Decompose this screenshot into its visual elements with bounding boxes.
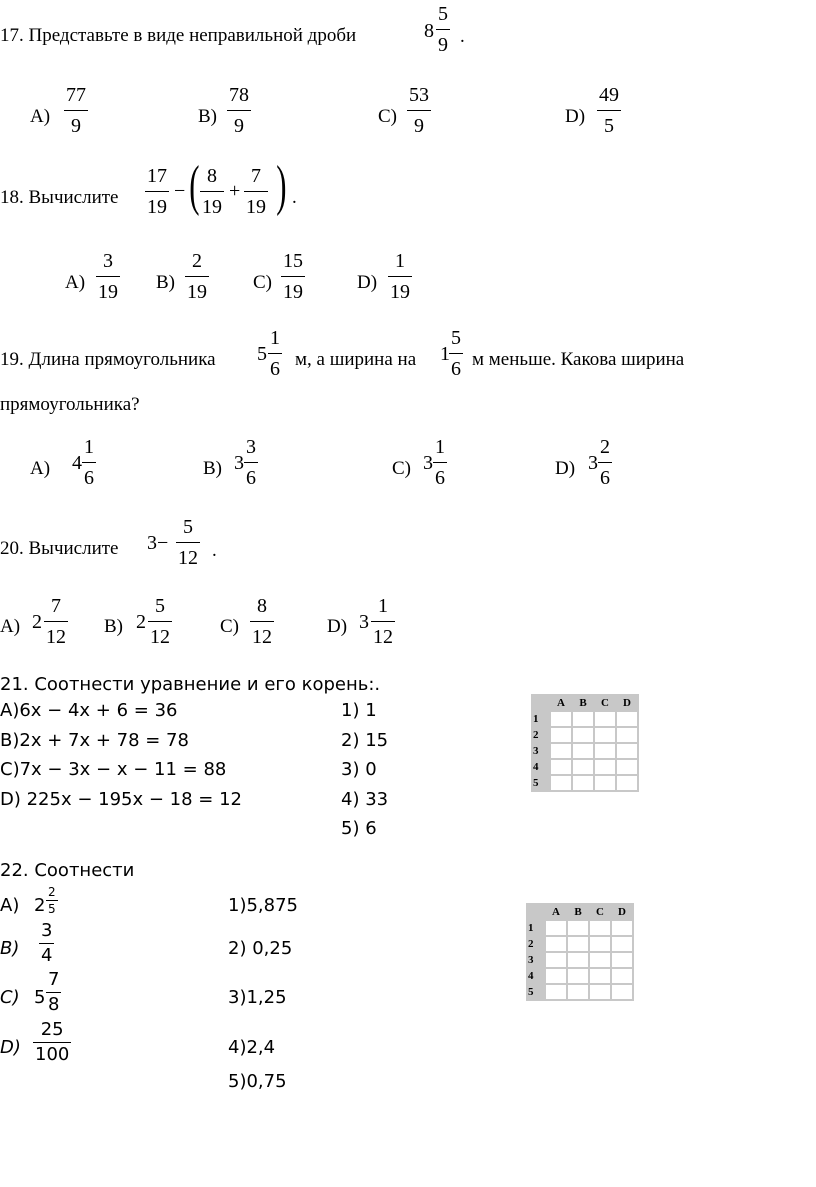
- grid-cell[interactable]: [573, 728, 593, 742]
- q18-plus: +: [229, 180, 241, 202]
- grid-row-header: 2: [533, 728, 549, 742]
- q22-a-whole: 2: [34, 895, 46, 916]
- q22-a-num: 2: [48, 885, 56, 899]
- q20-num: 5: [183, 516, 193, 538]
- q17-option-a-label: A): [30, 106, 51, 127]
- fraction-bar: [176, 542, 200, 543]
- grid-row-header: 4: [528, 969, 544, 983]
- q17-option-d-num: 49: [599, 84, 619, 106]
- fraction-bar: [371, 621, 395, 622]
- q19-fraction-2: [449, 328, 463, 379]
- q21-equation-a: А)6x − 4x + 6 = 36: [0, 700, 178, 721]
- q17-den: 9: [438, 34, 448, 56]
- q17-option-b-num: 78: [229, 84, 249, 106]
- q21-root-4: 4) 33: [341, 789, 389, 810]
- q20-option-a-den: 12: [46, 626, 66, 648]
- q18-f3-den: 19: [246, 196, 266, 218]
- q21-equation-c: С)7x − 3x − x − 11 = 88: [0, 759, 227, 780]
- q17-option-d-den: 5: [604, 115, 614, 137]
- fraction-bar: [148, 621, 172, 622]
- fraction-bar: [449, 353, 463, 354]
- q18-option-b-label: B): [156, 272, 175, 293]
- q20-option-c: [250, 596, 274, 647]
- q22-c-whole: 5: [34, 987, 46, 1008]
- q17-option-d: [597, 85, 621, 136]
- q22-a-label: А): [0, 895, 20, 916]
- fraction-bar: [250, 621, 274, 622]
- q21-root-1: 1) 1: [341, 700, 377, 721]
- q20-option-d-whole: 3: [359, 611, 369, 633]
- fraction-bar: [433, 462, 447, 463]
- grid-cell[interactable]: [612, 953, 632, 967]
- grid-cell[interactable]: [546, 937, 566, 951]
- fraction-bar: [64, 110, 88, 111]
- grid-cell[interactable]: [617, 728, 637, 742]
- q18-option-c-den: 19: [283, 281, 303, 303]
- grid-row-header: 2: [528, 937, 544, 951]
- q17-text: 17. Представьте в виде неправильной дроби: [0, 25, 357, 46]
- fraction-bar: [388, 276, 412, 277]
- q17-num: 5: [438, 3, 448, 25]
- q19-option-c-den: 6: [435, 467, 445, 489]
- q22-answer-4: 4)2,4: [228, 1037, 276, 1058]
- q18-option-a-label: A): [65, 272, 86, 293]
- q18-f1-den: 19: [147, 196, 167, 218]
- fraction-bar: [82, 462, 96, 463]
- q22-d-fraction: [33, 1021, 71, 1064]
- grid-cell[interactable]: [617, 744, 637, 758]
- grid-cell[interactable]: [551, 744, 571, 758]
- grid-cell[interactable]: [551, 776, 571, 790]
- q17-option-b-den: 9: [234, 115, 244, 137]
- q22-answer-2: 2) 0,25: [228, 938, 293, 959]
- q19-option-a: [82, 437, 96, 488]
- q21-equation-d: D) 225x − 195x − 18 = 12: [0, 789, 243, 810]
- q17-option-a-den: 9: [71, 115, 81, 137]
- fraction-bar: [185, 276, 209, 277]
- q19-option-a-whole: 4: [72, 452, 82, 474]
- q20-option-c-den: 12: [252, 626, 272, 648]
- q19-f1-den: 6: [270, 358, 280, 380]
- q17-fraction: [436, 4, 450, 55]
- q19-tail: м меньше. Какова ширина: [472, 349, 685, 370]
- fraction-bar: [268, 353, 282, 354]
- q19-whole-1: 5: [257, 343, 267, 365]
- grid-corner: [528, 905, 544, 919]
- q19-mid: м, а ширина на: [295, 349, 417, 370]
- grid-corner: [533, 696, 549, 710]
- grid-row-header: 5: [528, 985, 544, 999]
- q20-option-c-num: 8: [257, 595, 267, 617]
- q18-text: 18. Вычислите: [0, 187, 119, 208]
- q18-option-a: [96, 251, 120, 302]
- grid-cell[interactable]: [568, 953, 588, 967]
- q17-whole: 8: [424, 20, 434, 42]
- grid-row-header: 1: [533, 712, 549, 726]
- grid-cell[interactable]: [595, 712, 615, 726]
- fraction-bar: [46, 992, 61, 993]
- grid-col-header: A: [546, 905, 566, 919]
- q20-option-d-num: 1: [378, 595, 388, 617]
- q18-option-c-label: C): [253, 272, 272, 293]
- q20-option-b-num: 5: [155, 595, 165, 617]
- q21-equation-b: В)2x + 7x + 78 = 78: [0, 730, 189, 751]
- q20-option-a-whole: 2: [32, 611, 42, 633]
- grid-cell[interactable]: [595, 728, 615, 742]
- q18-option-c-num: 15: [283, 250, 303, 272]
- grid-cell[interactable]: [573, 744, 593, 758]
- q17-option-c: [407, 85, 431, 136]
- q20-option-b-label: B): [104, 616, 123, 637]
- q22-b-label: B): [0, 938, 20, 959]
- grid-cell[interactable]: [617, 712, 637, 726]
- q19-option-a-num: 1: [84, 436, 94, 458]
- q18-option-d-den: 19: [390, 281, 410, 303]
- q19-option-b-num: 3: [246, 436, 256, 458]
- grid-cell[interactable]: [617, 760, 637, 774]
- q20-end: .: [212, 540, 217, 561]
- q19-option-d-whole: 3: [588, 452, 598, 474]
- grid-cell[interactable]: [612, 985, 632, 999]
- grid-cell[interactable]: [568, 937, 588, 951]
- grid-cell[interactable]: [551, 712, 571, 726]
- fraction-bar: [598, 462, 612, 463]
- grid-cell[interactable]: [590, 969, 610, 983]
- grid-col-header: B: [573, 696, 593, 710]
- grid-cell[interactable]: [595, 760, 615, 774]
- q22-b-num: 3: [41, 920, 53, 941]
- q21-root-3: 3) 0: [341, 759, 377, 780]
- q19-option-c-num: 1: [435, 436, 445, 458]
- grid-cell[interactable]: [573, 760, 593, 774]
- grid-cell[interactable]: [568, 921, 588, 935]
- q17-option-a-num: 77: [66, 84, 86, 106]
- q18-option-d-num: 1: [395, 250, 405, 272]
- q19-option-b: [244, 437, 258, 488]
- q18-f2-num: 8: [207, 165, 217, 187]
- grid-cell[interactable]: [573, 776, 593, 790]
- fraction-bar: [145, 191, 169, 192]
- grid-cell[interactable]: [595, 776, 615, 790]
- q21-root-5: 5) 6: [341, 818, 377, 839]
- grid-cell[interactable]: [617, 776, 637, 790]
- grid-cell[interactable]: [568, 969, 588, 983]
- q22-b-den: 4: [41, 945, 53, 966]
- q17-option-c-num: 53: [409, 84, 429, 106]
- q20-option-d-den: 12: [373, 626, 393, 648]
- grid-cell[interactable]: [612, 921, 632, 935]
- q17-option-b-label: B): [198, 106, 217, 127]
- q22-d-num: 25: [40, 1019, 64, 1040]
- q19-option-d: [598, 437, 612, 488]
- grid-cell[interactable]: [573, 712, 593, 726]
- q18-option-a-den: 19: [98, 281, 118, 303]
- q19-text: 19. Длина прямоугольника: [0, 349, 216, 370]
- q18-option-d: [388, 251, 412, 302]
- q17-option-c-den: 9: [414, 115, 424, 137]
- q18-option-b: [185, 251, 209, 302]
- q20-option-b: [148, 596, 172, 647]
- grid-row-header: 5: [533, 776, 549, 790]
- q18-left-paren: (: [189, 155, 200, 217]
- q20-option-d: [371, 596, 395, 647]
- fraction-bar: [96, 276, 120, 277]
- q19-option-d-label: D): [555, 458, 576, 479]
- q18-option-a-num: 3: [103, 250, 113, 272]
- q20-fraction: [176, 517, 200, 568]
- fraction-bar: [244, 191, 268, 192]
- grid-cell[interactable]: [546, 985, 566, 999]
- q22-d-label: D): [0, 1037, 21, 1058]
- fraction-bar: [200, 191, 224, 192]
- q22-title: 22. Соотнести: [0, 860, 135, 881]
- fraction-bar: [46, 900, 58, 901]
- q20-option-a-num: 7: [51, 595, 61, 617]
- q22-b-fraction: [39, 922, 54, 965]
- q18-option-b-den: 19: [187, 281, 207, 303]
- q19-f2-den: 6: [451, 358, 461, 380]
- grid-cell[interactable]: [551, 760, 571, 774]
- q21-answer-grid: [531, 694, 639, 792]
- grid-row-header: 3: [528, 953, 544, 967]
- fraction-bar: [281, 276, 305, 277]
- fraction-bar: [39, 943, 54, 944]
- q19-fraction-1: [268, 328, 282, 379]
- q19-option-b-den: 6: [246, 467, 256, 489]
- q22-answer-5: 5)0,75: [228, 1071, 287, 1092]
- q19-f1-num: 1: [270, 327, 280, 349]
- grid-cell[interactable]: [568, 985, 588, 999]
- q20-den: 12: [178, 547, 198, 569]
- q22-c-label: C): [0, 987, 20, 1008]
- q19-option-c-whole: 3: [423, 452, 433, 474]
- q17-option-b: [227, 85, 251, 136]
- grid-row-header: 4: [533, 760, 549, 774]
- grid-cell[interactable]: [551, 728, 571, 742]
- q22-c-den: 8: [48, 994, 60, 1015]
- grid-col-header: D: [617, 696, 637, 710]
- grid-col-header: C: [595, 696, 615, 710]
- fraction-bar: [44, 621, 68, 622]
- q19-option-d-den: 6: [600, 467, 610, 489]
- q19-option-d-num: 2: [600, 436, 610, 458]
- q19-option-c: [433, 437, 447, 488]
- fraction-bar: [407, 110, 431, 111]
- q20-option-d-label: D): [327, 616, 348, 637]
- q22-a-den: 5: [48, 902, 56, 916]
- q17-end: .: [460, 26, 465, 47]
- q21-title: 21. Соотнести уравнение и его корень:.: [0, 674, 381, 695]
- grid-cell[interactable]: [590, 921, 610, 935]
- q18-option-c: [281, 251, 305, 302]
- fraction-bar: [436, 29, 450, 30]
- q22-c-num: 7: [48, 969, 60, 990]
- q22-d-den: 100: [35, 1044, 70, 1065]
- fraction-bar: [244, 462, 258, 463]
- grid-col-header: D: [612, 905, 632, 919]
- q20-option-a: [44, 596, 68, 647]
- q18-option-b-num: 2: [192, 250, 202, 272]
- grid-row-header: 1: [528, 921, 544, 935]
- q22-answer-3: 3)1,25: [228, 987, 287, 1008]
- grid-cell[interactable]: [590, 937, 610, 951]
- q21-root-2: 2) 15: [341, 730, 389, 751]
- q20-option-b-den: 12: [150, 626, 170, 648]
- q19-option-b-label: B): [203, 458, 222, 479]
- q20-text: 20. Вычислите: [0, 538, 119, 559]
- q19-whole-2: 1: [440, 343, 450, 365]
- q18-right-paren: ): [276, 155, 287, 217]
- q18-fraction-2: [200, 166, 224, 217]
- q20-option-b-whole: 2: [136, 611, 146, 633]
- q22-a-fraction: [46, 886, 58, 915]
- grid-cell[interactable]: [612, 937, 632, 951]
- q19-f2-num: 5: [451, 327, 461, 349]
- q19-option-a-den: 6: [84, 467, 94, 489]
- grid-col-header: B: [568, 905, 588, 919]
- q18-f2-den: 19: [202, 196, 222, 218]
- q18-end: .: [292, 187, 297, 208]
- q19-line2: прямоугольника?: [0, 394, 140, 415]
- fraction-bar: [227, 110, 251, 111]
- q20-expr-left: 3−: [147, 532, 169, 554]
- q22-c-fraction: [46, 971, 61, 1014]
- fraction-bar: [33, 1042, 71, 1043]
- q20-option-c-label: C): [220, 616, 239, 637]
- q19-option-b-whole: 3: [234, 452, 244, 474]
- grid-cell[interactable]: [595, 744, 615, 758]
- grid-cell[interactable]: [546, 969, 566, 983]
- q17-option-d-label: D): [565, 106, 586, 127]
- q20-option-a-label: A): [0, 616, 21, 637]
- q17-option-c-label: C): [378, 106, 397, 127]
- q18-minus: −: [174, 180, 186, 202]
- q19-option-a-label: A): [30, 458, 51, 479]
- grid-cell[interactable]: [546, 953, 566, 967]
- fraction-bar: [597, 110, 621, 111]
- grid-row-header: 3: [533, 744, 549, 758]
- q19-option-c-label: C): [392, 458, 411, 479]
- grid-cell[interactable]: [590, 953, 610, 967]
- q18-fraction-3: [244, 166, 268, 217]
- q18-fraction-1: [145, 166, 169, 217]
- grid-cell[interactable]: [546, 921, 566, 935]
- grid-col-header: A: [551, 696, 571, 710]
- q18-f3-num: 7: [251, 165, 261, 187]
- grid-cell[interactable]: [612, 969, 632, 983]
- q18-option-d-label: D): [357, 272, 378, 293]
- grid-cell[interactable]: [590, 985, 610, 999]
- q17-option-a: [64, 85, 88, 136]
- q22-answer-1: 1)5,875: [228, 895, 299, 916]
- q18-f1-num: 17: [147, 165, 167, 187]
- q22-answer-grid: [526, 903, 634, 1001]
- grid-col-header: C: [590, 905, 610, 919]
